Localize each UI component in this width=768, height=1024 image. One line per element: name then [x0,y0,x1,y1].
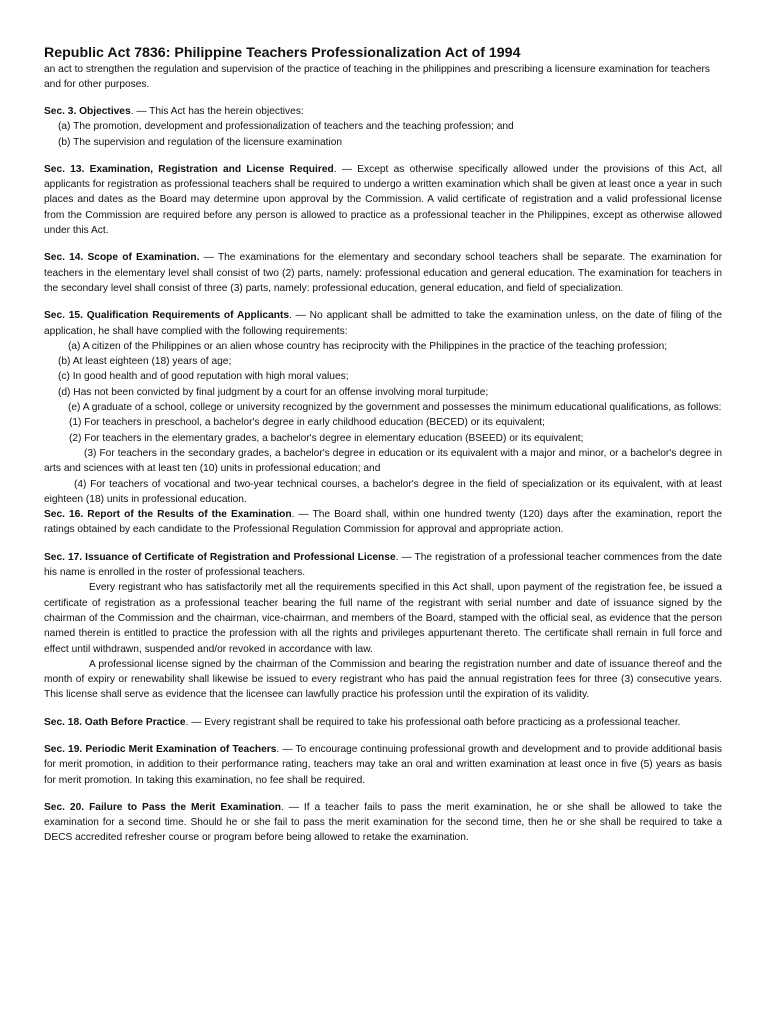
section-heading: Sec. 17. Issuance of Certificate of Registration and Professional License [44,551,396,563]
section-15 [44,308,722,507]
section-3 [44,104,722,150]
section-20 [44,800,722,846]
section-14 [44,250,722,296]
section-text: . — The registration of a professional teacher commences from the date his name is enrolled in the roster of professional teachers. [44,551,722,579]
section-text: . — The Board shall, within one hundred twenty (120) days after the examination, report the ratings obtained by each candidate to the Professional Regulation Commission for approval and appropriate action. [44,509,722,536]
section-text: . — If a teacher fails to pass the merit examination, he or she shall be allowed to take the examination for a second time. Should he or she fail to pass the merit examination for the second time, then he or she shall be required to take a DECS accredited refresher course or program before being allowed to retake the examination. [44,801,723,844]
section-heading: Sec. 13. Examination, Registration and License Required [44,163,334,175]
list-item: (c) In good health and of good reputation with high moral values; [58,371,349,383]
section-text: . — This Act has the herein objectives: [130,106,304,117]
section-text: . — Except as otherwise specifically allowed under the provisions of this Act, all applicants for registration as professional teachers shall be required to undergo a written examination which shall be given at least once a year in such places and dates as the Board may determine upon approval by the Commission. A valid certificate of registration and a valid professional license from the Commission are required before any person is allowed to practice as a professional teacher in the Philippines, except as otherwise allowed under this Act. [44,163,722,237]
section-19 [44,742,722,788]
section-text: . — To encourage continuing professional growth and development and to provide additional basis for merit promotion, in addition to their performance rating, teachers may take an oral and written examination at least once in five (5) years as basis for merit promotion. In taking this examination, no fee shall be required. [44,743,723,786]
section-13 [44,162,722,238]
list-item: (b) At least eighteen (18) years of age; [58,356,232,368]
section-heading: Sec. 18. Oath Before Practice [44,716,186,728]
section-paragraph: A professional license signed by the chairman of the Commission and bearing the registration number and date of issuance thereof and the month of expiry or renewability shall likewise be issued to every registrant who has paid the annual registration fees for three (3) consecutive years. This license shall serve as evidence that the licensee can lawfully practice his profession until the expiration of its validity. [44,658,722,701]
section-heading: Sec. 19. Periodic Merit Examination of Teachers [44,743,277,755]
document-title: Republic Act 7836: Philippine Teachers Professionalization Act of 1994 [44,45,521,61]
list-item: (b) The supervision and regulation of the licensure examination [58,136,343,148]
section-heading: Sec. 3. Objectives [44,106,131,117]
list-item: (d) Has not been convicted by final judgment by a court for an offense involving moral turpitude; [58,386,489,398]
section-17 [44,550,722,703]
section-text: . — Every registrant shall be required to take his professional oath before practicing as a professional teacher. [185,716,681,728]
list-subitem: (2) For teachers in the elementary grades, a bachelor's degree in elementary education (BSEED) or its equivalent; [69,432,584,444]
section-text: . — No applicant shall be admitted to take the examination unless, on the date of filing of the application, he shall have complied with the following requirements: [44,310,722,337]
list-item: (a) A citizen of the Philippines or an alien whose country has reciprocity with the Philippines in the practice of the teaching profession; [68,340,668,352]
list-subitem: (4) For teachers of vocational and two-year technical courses, a bachelor's degree in the field of specialization or its equivalent, with at least eighteen (18) units in professional education. [44,478,722,505]
list-subitem: (3) For teachers in the secondary grades, a bachelor's degree in education or its equivalent with a major and minor, or a bachelor's degree in arts and sciences with at least ten (10) units in professional education; and [44,447,722,475]
list-subitem: (1) For teachers in preschool, a bachelor's degree in early childhood education (BECED) or its equivalent; [69,417,545,429]
section-heading: Sec. 16. Report of the Results of the Examination [44,509,292,521]
section-text: — The examinations for the elementary and secondary school teachers shall be separate. The examination for teachers in the elementary level shall consist of two (2) parts, namely: professional education and general education. The examination for teachers in the secondary level shall consist of three (3) parts, namely: professional education, general education, and field of specialization. [44,252,722,294]
list-item: (e) A graduate of a school, college or university recognized by the government and possesses the minimum educational qualifications, as follows: [68,402,722,414]
section-heading: Sec. 14. Scope of Examination. [44,252,200,264]
section-heading: Sec. 15. Qualification Requirements of Applicants [44,310,290,322]
section-paragraph: Every registrant who has satisfactorily met all the requirements specified in this Act shall, upon payment of the registration fee, be issued a certificate of registration as a professional teacher bearing the full name of the registrant with serial number and date of issuance signed by the chairman of the Commission and the chairman, vice-chairman, and members of the Board, stamped with the official seal, as evidence that the person named therein is entitled to practice the profession with all the rights and privileges appurtenant thereto. The certificate shall remain in full force and effect until withdrawn, suspended and/or revoked in accordance with law. [44,582,722,655]
section-16 [44,507,722,538]
list-item: (a) The promotion, development and professionalization of teachers and the teaching profession; and [58,121,514,133]
section-heading: Sec. 20. Failure to Pass the Merit Examination [44,801,281,813]
document-subtitle: an act to strengthen the regulation and supervision of the practice of teaching in the philippines and prescribing a licensure examination for teachers and for other purposes. [44,64,710,90]
section-18 [44,715,722,730]
